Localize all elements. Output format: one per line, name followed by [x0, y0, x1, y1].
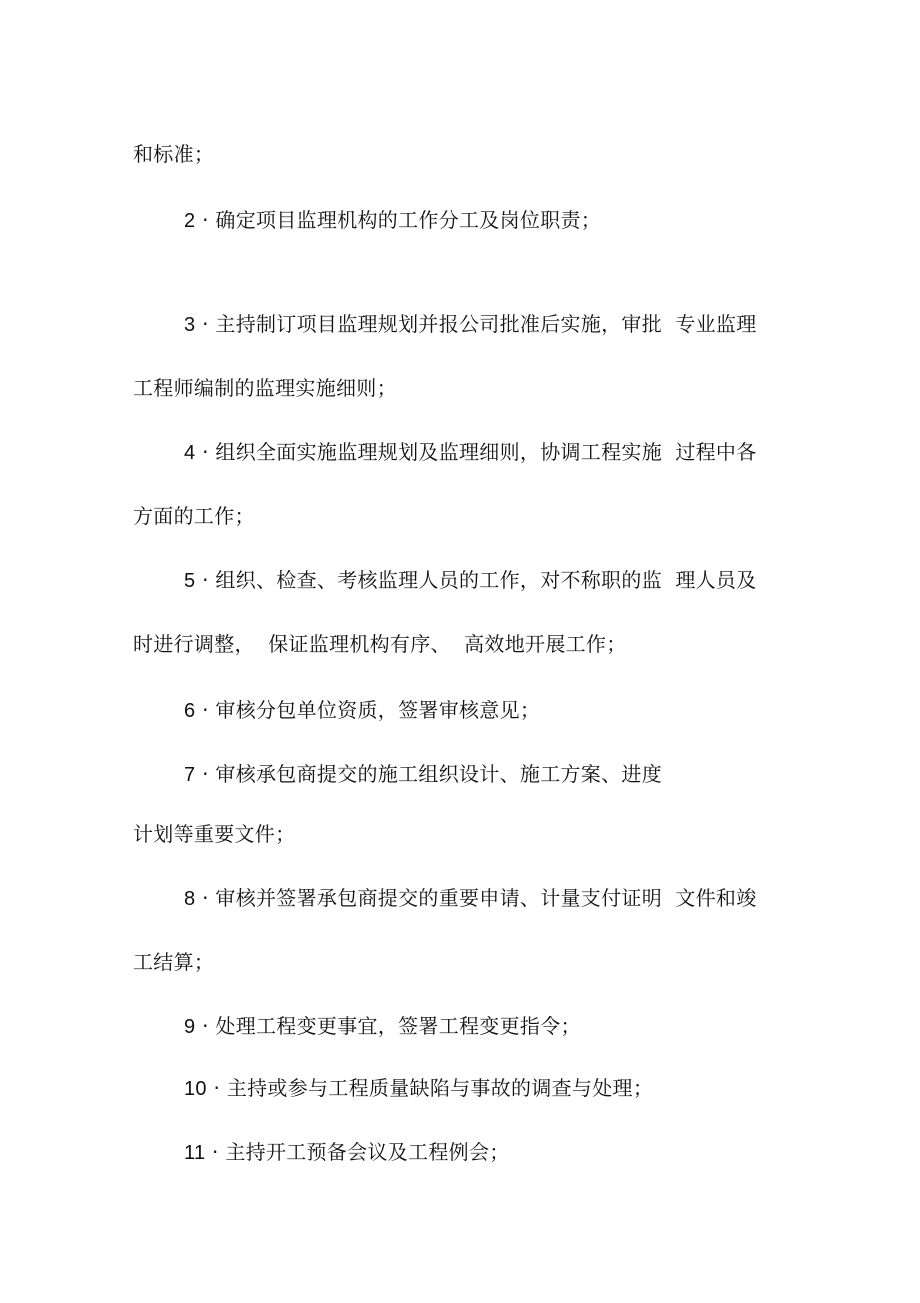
- list-item: [184, 568, 757, 593]
- list-item: [184, 1076, 653, 1101]
- list-item: [184, 886, 757, 911]
- item-number: 9: [184, 1016, 196, 1038]
- list-item: [184, 698, 540, 723]
- item-number: 3: [184, 314, 196, 336]
- item-text: · 组织全面实施监理规划及监理细则，协调工程实施 过程中各: [195, 440, 757, 464]
- item-number: 7: [184, 764, 196, 786]
- item-text: · 处理工程变更事宜，签署工程变更指令；: [195, 1014, 581, 1038]
- item-number: 4: [184, 442, 196, 464]
- list-item: [184, 312, 757, 337]
- item-text: · 主持或参与工程质量缺陷与事故的调查与处理；: [206, 1076, 654, 1100]
- item-text: 时进行调整， 保证监理机构有序、 高效地开展工作；: [133, 632, 627, 656]
- item-text: · 主持开工预备会议及工程例会；: [205, 1140, 510, 1164]
- text-line: [133, 376, 397, 401]
- item-text: 工结算；: [133, 950, 215, 974]
- text-line: [133, 950, 214, 975]
- item-text: 方面的工作；: [133, 504, 255, 528]
- list-item: [184, 762, 662, 787]
- item-text: 计划等重要文件；: [133, 822, 296, 846]
- item-text: · 审核并签署承包商提交的重要申请、计量支付证明 文件和竣: [195, 886, 757, 910]
- list-item: [184, 440, 757, 465]
- item-number: 11: [184, 1142, 206, 1164]
- text-line: [133, 822, 295, 847]
- list-item: [184, 1140, 510, 1165]
- item-text: · 确定项目监理机构的工作分工及岗位职责；: [195, 208, 602, 232]
- item-number: 5: [184, 570, 196, 592]
- item-number: 6: [184, 700, 196, 722]
- item-text: 和标准；: [133, 142, 215, 166]
- text-line: [133, 632, 627, 657]
- list-item: [184, 1014, 581, 1039]
- item-number: 2: [184, 210, 196, 232]
- item-text: 工程师编制的监理实施细则；: [133, 376, 397, 400]
- text-line: [133, 504, 255, 529]
- list-item: [184, 208, 601, 233]
- item-text: · 审核承包商提交的施工组织设计、施工方案、进度: [195, 762, 663, 786]
- item-text: · 审核分包单位资质，签署审核意见；: [195, 698, 541, 722]
- item-text: · 组织、检查、考核监理人员的工作，对不称职的监 理人员及: [195, 568, 757, 592]
- item-number: 8: [184, 888, 196, 910]
- item-number: 10: [184, 1078, 207, 1100]
- item-text: · 主持制订项目监理规划并报公司批准后实施，审批 专业监理: [195, 312, 757, 336]
- text-line: [133, 142, 214, 167]
